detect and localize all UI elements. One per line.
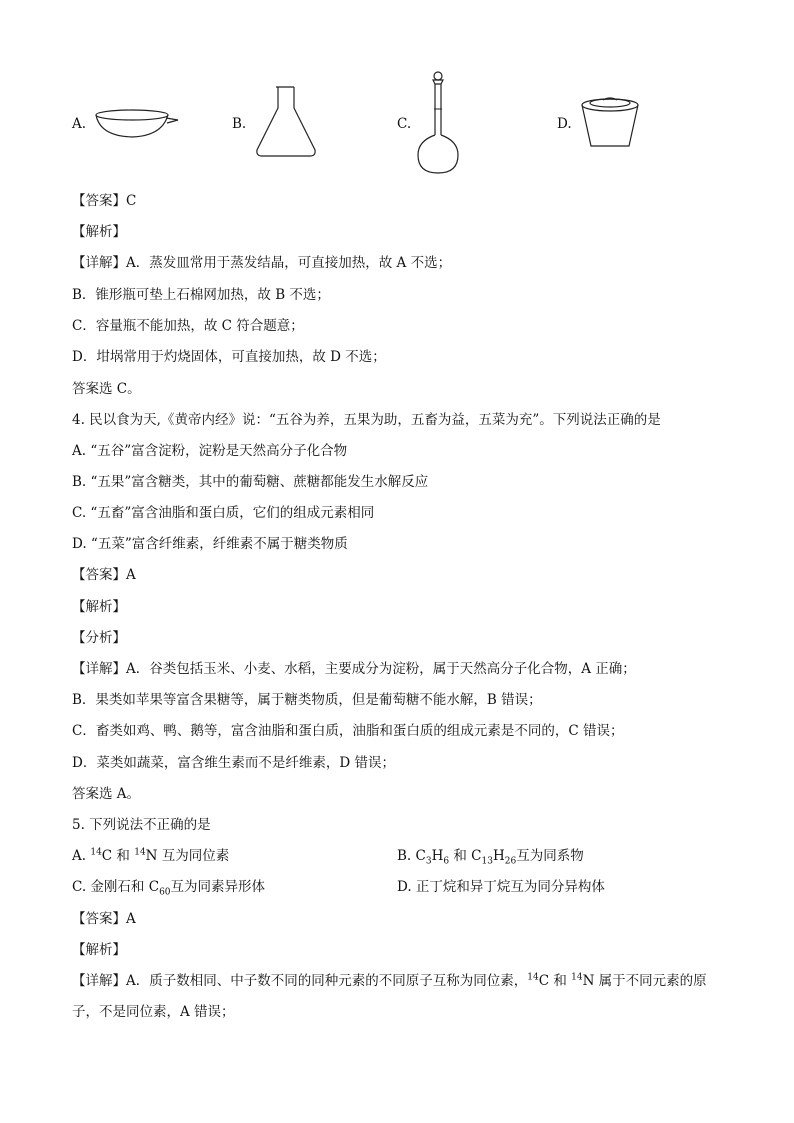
q5-option-b-suffix: 互为同系物 [516, 848, 584, 864]
q5-detail-a-line2: 子，不是同位素，A 错误； [72, 1004, 235, 1020]
q4-option-b: B. “五果”富含糖类，其中的葡萄糖、蔗糖都能发生水解反应 [72, 474, 429, 490]
q3-analysis-heading: 【解析】 [72, 224, 126, 240]
mass-number: 14 [571, 972, 583, 983]
subscript: 26 [504, 856, 517, 867]
option-a-label: A. [72, 116, 87, 132]
q5-detail-a-mid: C 和 [538, 973, 572, 989]
q5-option-a [72, 846, 229, 866]
crucible-icon [579, 94, 641, 150]
q4-detail-d: D．菜类如蔬菜，富含维生素而不是纤维素，D 错误； [72, 755, 395, 771]
q3-detail-b: B．锥形瓶可垫上石棉网加热，故 B 不选； [72, 287, 330, 303]
q5-detail-a-prefix: 【详解】A．质子数相同、中子数不同的同种元素的不同原子互称为同位素， [72, 973, 528, 989]
evaporating-dish-icon [90, 106, 182, 142]
option-b-label: B. [232, 116, 247, 132]
subscript: 3 [425, 856, 432, 867]
q4-answer: 【答案】A [72, 567, 136, 583]
q5-option-c-prefix: C. 金刚石和 C [72, 879, 160, 895]
q4-detail-b: B．果类如苹果等富含果糖等，属于糖类物质，但是葡萄糖不能水解，B 错误； [72, 692, 542, 708]
q5-option-b [397, 846, 584, 866]
q4-detail-c: C．畜类如鸡、鸭、鹅等，富含油脂和蛋白质，油脂和蛋白质的组成元素是不同的，C 错误； [72, 723, 624, 739]
option-d-label: D. [557, 116, 572, 132]
mass-number: 14 [134, 847, 146, 858]
mass-number: 14 [527, 972, 539, 983]
q5-option-a-suffix: N 互为同位素 [145, 848, 230, 864]
subscript: 6 [443, 856, 450, 867]
q5-option-c-suffix: 互为同素异形体 [170, 879, 266, 895]
q5-detail-a-line1 [72, 971, 707, 991]
element-h: H [492, 848, 505, 864]
q5-analysis-heading: 【解析】 [72, 942, 126, 958]
q3-detail-a: 【详解】A．蒸发皿常用于蒸发结晶，可直接加热，故 A 不选； [72, 255, 452, 271]
q4-stem: 4. 民以食为天,《黄帝内经》说：“五谷为养，五果为助，五畜为益，五菜为充”。下列说法正确的是 [72, 412, 661, 428]
mass-number: 14 [90, 847, 102, 858]
q4-conclusion: 答案选 A。 [72, 786, 141, 802]
q5-stem: 5. 下列说法不正确的是 [72, 817, 211, 833]
q5-detail-a-suffix: N 属于不同元素的原 [582, 973, 707, 989]
q4-option-c: C. “五畜”富含油脂和蛋白质，它们的组成元素相同 [72, 505, 375, 521]
element-h: H [431, 848, 444, 864]
q3-conclusion: 答案选 C。 [72, 381, 141, 397]
subscript: 13 [481, 856, 493, 867]
subscript: 60 [159, 887, 171, 898]
q5-option-b-prefix: B. C [397, 848, 426, 864]
q5-option-a-mid: C 和 [101, 848, 135, 864]
option-c-label: C. [397, 116, 412, 132]
q3-detail-c: C．容量瓶不能加热，故 C 符合题意； [72, 318, 304, 334]
q5-option-c [72, 877, 265, 897]
q4-detail-a: 【详解】A．谷类包括玉米、小麦、水稻，主要成分为淀粉，属于天然高分子化合物，A 正确； [72, 661, 636, 677]
volumetric-flask-icon [414, 69, 462, 177]
q4-option-a: A. “五谷”富含淀粉，淀粉是天然高分子化合物 [72, 443, 348, 459]
q5-answer: 【答案】A [72, 911, 136, 927]
conical-flask-icon [253, 84, 319, 160]
q5-option-a-prefix: A. [72, 848, 91, 864]
q5-option-d: D. 正丁烷和异丁烷互为同分异构体 [397, 879, 605, 895]
q5-option-b-mid: 和 C [449, 848, 482, 864]
q3-answer: 【答案】C [72, 193, 137, 209]
q4-fenxi-heading: 【分析】 [72, 630, 126, 646]
q4-analysis-heading: 【解析】 [72, 599, 126, 615]
q4-option-d: D. “五菜”富含纤维素，纤维素不属于糖类物质 [72, 536, 348, 552]
q3-detail-d: D．坩埚常用于灼烧固体，可直接加热，故 D 不选； [72, 349, 386, 365]
